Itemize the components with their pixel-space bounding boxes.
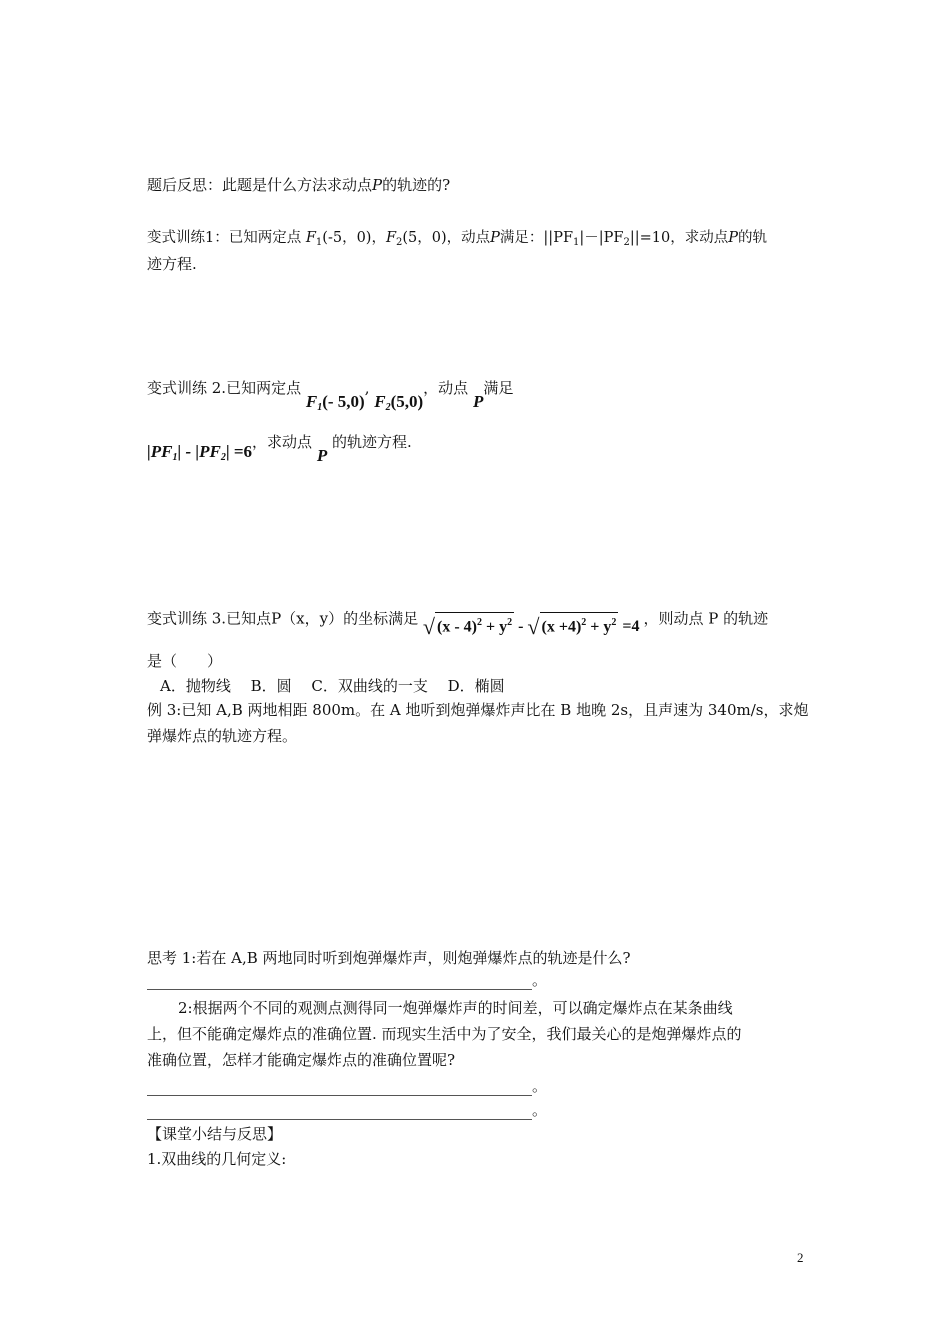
reflection-p: P: [372, 176, 383, 194]
variant1-label: 变式训练: [147, 230, 205, 246]
variant2-f1: F: [305, 392, 318, 411]
variant2-line1: 变式训练 2.已知两定点 $F_1(-$ 5,0), $F_2(5,0)$，动点 P满足: [147, 379, 514, 413]
variant3-eq-a: (x - 4): [436, 618, 477, 636]
think2-line1: 2:根据两个不同的观测点测得同一炮弹爆炸声的时间差，可以确定爆炸点在某条曲线: [178, 999, 733, 1017]
think1-end: 。: [532, 971, 548, 989]
variant3-eq-d: + y: [590, 618, 612, 636]
summary-title: 【课堂小结与反思】: [147, 1125, 283, 1143]
variant1-line1: 变式训练1：已知两定点 $F_1(-5$，0)，$F_2(5$，0)，动点P满足：$||PF_1|-|PF_2||=10$，求动点P的轨: [147, 230, 767, 248]
think2-answer1: [147, 1076, 547, 1096]
think2-line2: 上，但不能确定爆炸点的准确位置. 而现实生活中为了安全，我们最关心的是炮弹爆炸点的: [147, 1025, 742, 1043]
variant2-p: P: [472, 392, 484, 411]
reflection-end: 的轨迹的?: [382, 176, 451, 194]
variant3-line2: 是（ ）: [147, 652, 223, 670]
variant2-end: 满足: [483, 379, 514, 397]
variant1-num: 1：已知两定点: [205, 230, 302, 246]
summary-item-1: 1.双曲线的几何定义:: [147, 1150, 287, 1168]
think1-answer: [147, 970, 547, 990]
variant1-p2: P: [728, 230, 738, 246]
variant1-end: 的轨: [738, 230, 767, 246]
variant2-abs2: | - |PF: [177, 442, 221, 461]
variant2-eq: | =6: [225, 442, 253, 461]
variant3-equation: √ $(x - 4)^2 + y^2$ - √ $(x +4)^2 + y^2 =4$: [423, 618, 644, 635]
variant3-label: 变式训练 3.已知点: [147, 609, 272, 628]
variant2-abs1: |PF: [147, 442, 173, 461]
variant3-p: P（x，y）的坐标满足: [271, 609, 419, 628]
variant2-mid: ，动点: [423, 379, 469, 397]
reflection-line: [147, 175, 450, 195]
variant3-line1: [147, 604, 769, 640]
page-number: 2: [797, 1250, 804, 1265]
variant2-f2-coord: (5,0): [390, 392, 424, 411]
variant2-p2: P: [316, 446, 328, 465]
variant1-f1: F: [305, 230, 316, 246]
variant1-cond: 满足：||PF: [499, 230, 574, 246]
variant3-eq-c: (x +4): [541, 618, 582, 636]
variant2-label: 变式训练 2.已知两定点: [147, 379, 302, 397]
answer-blank-2[interactable]: [147, 1105, 532, 1120]
variant1-cond3: ||=10，求动点: [629, 230, 729, 246]
answer-blank-2-end: 。: [532, 1101, 548, 1119]
think2-line3: 准确位置，怎样才能确定爆炸点的准确位置呢?: [147, 1051, 456, 1069]
variant1-f1-coord: (-5，0)，: [322, 230, 386, 246]
think1-blank[interactable]: [147, 975, 532, 990]
variant2-line2: $|PF_1| - |PF_2| =6$，求动点 P 的轨迹方程.: [147, 433, 412, 465]
answer-blank-1[interactable]: [147, 1081, 532, 1096]
variant2-f2: F: [374, 392, 386, 411]
variant1-cond2: |－|PF: [579, 230, 624, 246]
variant1-f2: F: [385, 230, 397, 246]
variant2-line2-text: ，求动点: [252, 433, 313, 451]
answer-blank-1-end: 。: [532, 1077, 548, 1095]
variant1-line2: 迹方程.: [147, 255, 197, 273]
variant1-f2-coord: (5，0)，动点: [402, 230, 491, 246]
variant3-eq-b: + y: [485, 618, 508, 636]
variant1-p: P: [490, 230, 500, 246]
variant3-options: A．抛物线 B．圆 C．双曲线的一支 D．椭圆: [160, 677, 505, 695]
example3-line2: 弹爆炸点的轨迹方程。: [147, 727, 298, 745]
reflection-text: 题后反思：此题是什么方法求动点: [147, 176, 373, 194]
variant3-eq-end: =4: [622, 618, 640, 636]
think1-line: 思考 1:若在 A,B 两地同时听到炮弹爆炸声，则炮弹爆炸点的轨迹是什么?: [147, 949, 631, 967]
variant3-end: ，则动点 P 的轨迹: [643, 609, 769, 628]
variant3-minus: -: [518, 618, 524, 636]
example3-line1: 例 3:已知 A,B 两地相距 800m。在 A 地听到炮弹爆炸声比在 B 地晚 2s，且声速为 340m/s，求炮: [147, 701, 809, 719]
think2-answer2: [147, 1100, 547, 1120]
variant2-f1-coord: (- 5,0): [322, 392, 365, 411]
variant2-line2-end: 的轨迹方程.: [332, 433, 412, 451]
